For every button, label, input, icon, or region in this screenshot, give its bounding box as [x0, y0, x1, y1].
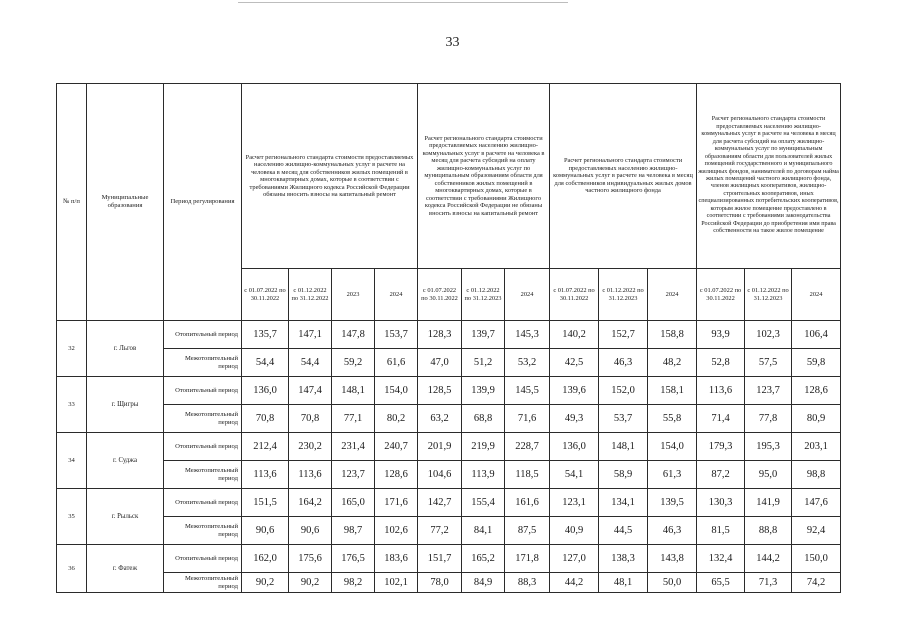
value-cell: 123,7 — [332, 461, 375, 489]
value-cell: 175,6 — [289, 545, 332, 573]
value-cell: 152,7 — [599, 321, 648, 349]
value-cell: 171,8 — [505, 545, 550, 573]
value-cell: 161,6 — [505, 489, 550, 517]
value-cell: 77,2 — [418, 517, 462, 545]
value-cell: 113,6 — [697, 377, 745, 405]
subcol-header: с 01.12.2022 по 31.12.2023 — [599, 269, 648, 321]
value-cell: 47,0 — [418, 349, 462, 377]
value-cell: 183,6 — [375, 545, 418, 573]
value-cell: 171,6 — [375, 489, 418, 517]
value-cell: 127,0 — [550, 545, 599, 573]
value-cell: 141,9 — [745, 489, 792, 517]
subcol-header: с 01.12.2022 по 31.12.2022 — [289, 269, 332, 321]
subcol-header: с 01.07.2022 по 30.11.2022 — [418, 269, 462, 321]
table-row — [57, 545, 841, 573]
value-cell: 59,2 — [332, 349, 375, 377]
row-index: 36 — [57, 545, 87, 593]
value-cell: 118,5 — [505, 461, 550, 489]
municipality-name: г. Суджа — [87, 433, 164, 489]
value-cell: 153,7 — [375, 321, 418, 349]
value-cell: 58,9 — [599, 461, 648, 489]
value-cell: 98,7 — [332, 517, 375, 545]
value-cell: 84,9 — [462, 573, 505, 593]
value-cell: 130,3 — [697, 489, 745, 517]
value-cell: 201,9 — [418, 433, 462, 461]
table-row — [57, 433, 841, 461]
municipality-name: г. Льгов — [87, 321, 164, 377]
value-cell: 92,4 — [792, 517, 841, 545]
subcol-header: с 01.12.2022 по 31.12.2023 — [462, 269, 505, 321]
value-cell: 145,5 — [505, 377, 550, 405]
table-row — [57, 489, 841, 517]
value-cell: 68,8 — [462, 405, 505, 433]
value-cell: 87,5 — [505, 517, 550, 545]
table-row — [57, 377, 841, 405]
subcol-header: с 01.07.2022 по 30.11.2022 — [697, 269, 745, 321]
value-cell: 230,2 — [289, 433, 332, 461]
period-label-heating: Отопительный период — [164, 489, 242, 517]
value-cell: 132,4 — [697, 545, 745, 573]
value-cell: 158,1 — [648, 377, 697, 405]
value-cell: 49,3 — [550, 405, 599, 433]
value-cell: 52,8 — [697, 349, 745, 377]
subcol-header: 2024 — [375, 269, 418, 321]
value-cell: 81,5 — [697, 517, 745, 545]
value-cell: 61,3 — [648, 461, 697, 489]
value-cell: 165,2 — [462, 545, 505, 573]
value-cell: 88,8 — [745, 517, 792, 545]
group-header-state-municipal-fund: Расчет регионального стандарта стоимости предоставляемых населению жилищно-коммунальных услуг в расчете на человека в месяц для расчета субсидий на оплату жилищно-коммунальных услуг по муниципальным образованиям области для пользователей жилых помещений государственного и муниципального жилищных фондов, нанимателей по договорам найма жилых помещений частного жилищного фонда, членов жилищных кооперативов, жилищно-строительных кооперативов, иных специализированных потребительских кооперативов, которым жилое помещение предоставлено в соответствии с требованиями законодательства Российской Федерации до приобретения ими права собственности на такое жилое помещение — [697, 84, 841, 269]
value-cell: 80,2 — [375, 405, 418, 433]
municipality-name: г. Щигры — [87, 377, 164, 433]
value-cell: 102,6 — [375, 517, 418, 545]
subcol-header: с 01.07.2022 по 30.11.2022 — [550, 269, 599, 321]
value-cell: 144,2 — [745, 545, 792, 573]
value-cell: 42,5 — [550, 349, 599, 377]
value-cell: 162,0 — [242, 545, 289, 573]
value-cell: 152,0 — [599, 377, 648, 405]
value-cell: 128,6 — [375, 461, 418, 489]
value-cell: 65,5 — [697, 573, 745, 593]
value-cell: 128,5 — [418, 377, 462, 405]
value-cell: 228,7 — [505, 433, 550, 461]
value-cell: 53,7 — [599, 405, 648, 433]
value-cell: 140,2 — [550, 321, 599, 349]
row-index: 32 — [57, 321, 87, 377]
value-cell: 71,4 — [697, 405, 745, 433]
value-cell: 145,3 — [505, 321, 550, 349]
period-label-nonheating: Межотопительный период — [164, 461, 242, 489]
value-cell: 128,3 — [418, 321, 462, 349]
value-cell: 54,4 — [242, 349, 289, 377]
table-row — [57, 461, 841, 489]
value-cell: 44,2 — [550, 573, 599, 593]
value-cell: 113,6 — [242, 461, 289, 489]
value-cell: 139,9 — [462, 377, 505, 405]
subcol-header: 2024 — [648, 269, 697, 321]
value-cell: 142,7 — [418, 489, 462, 517]
page-number: 33 — [445, 35, 460, 50]
subcol-header: 2023 — [332, 269, 375, 321]
value-cell: 138,3 — [599, 545, 648, 573]
value-cell: 154,0 — [375, 377, 418, 405]
table-row — [57, 349, 841, 377]
value-cell: 123,7 — [745, 377, 792, 405]
value-cell: 179,3 — [697, 433, 745, 461]
value-cell: 70,8 — [289, 405, 332, 433]
value-cell: 231,4 — [332, 433, 375, 461]
subcol-header: 2024 — [792, 269, 841, 321]
value-cell: 165,0 — [332, 489, 375, 517]
value-cell: 104,6 — [418, 461, 462, 489]
value-cell: 95,0 — [745, 461, 792, 489]
period-label-heating: Отопительный период — [164, 433, 242, 461]
subcol-header: с 01.12.2022 по 31.12.2023 — [745, 269, 792, 321]
value-cell: 78,0 — [418, 573, 462, 593]
period-label-nonheating: Межотопительный период — [164, 349, 242, 377]
value-cell: 57,5 — [745, 349, 792, 377]
table-row — [57, 405, 841, 433]
period-label-heating: Отопительный период — [164, 321, 242, 349]
value-cell: 74,2 — [792, 573, 841, 593]
period-label-nonheating: Межотопительный период — [164, 405, 242, 433]
col-period-header: Период регулирования — [164, 84, 242, 321]
value-cell: 195,3 — [745, 433, 792, 461]
value-cell: 54,4 — [289, 349, 332, 377]
value-cell: 148,1 — [599, 433, 648, 461]
value-cell: 90,2 — [289, 573, 332, 593]
value-cell: 98,2 — [332, 573, 375, 593]
value-cell: 48,1 — [599, 573, 648, 593]
value-cell: 55,8 — [648, 405, 697, 433]
value-cell: 77,1 — [332, 405, 375, 433]
value-cell: 87,2 — [697, 461, 745, 489]
value-cell: 90,6 — [242, 517, 289, 545]
value-cell: 147,4 — [289, 377, 332, 405]
value-cell: 54,1 — [550, 461, 599, 489]
period-label-heating: Отопительный период — [164, 377, 242, 405]
value-cell: 147,6 — [792, 489, 841, 517]
group-header-no-capital-repair: Расчет регионального стандарта стоимости предоставляемых населению жилищно-коммунальных услуг в расчете на человека в месяц для расчета субсидий на оплату жилищно-коммунальных услуг по муниципальным образованиям области для собственников жилых помещений в многоквартирных домах, которые в соответствии с требованиями Жилищного кодекса Российской Федерации не обязаны вносить взносы на капитальный ремонт — [418, 84, 550, 269]
value-cell: 90,6 — [289, 517, 332, 545]
value-cell: 123,1 — [550, 489, 599, 517]
value-cell: 139,7 — [462, 321, 505, 349]
value-cell: 71,6 — [505, 405, 550, 433]
municipality-name: г. Фатеж — [87, 545, 164, 593]
value-cell: 164,2 — [289, 489, 332, 517]
value-cell: 80,9 — [792, 405, 841, 433]
value-cell: 143,8 — [648, 545, 697, 573]
value-cell: 50,0 — [648, 573, 697, 593]
value-cell: 136,0 — [242, 377, 289, 405]
value-cell: 102,3 — [745, 321, 792, 349]
value-cell: 71,3 — [745, 573, 792, 593]
municipality-name: г. Рыльск — [87, 489, 164, 545]
value-cell: 113,6 — [289, 461, 332, 489]
value-cell: 134,1 — [599, 489, 648, 517]
value-cell: 46,3 — [648, 517, 697, 545]
value-cell: 90,2 — [242, 573, 289, 593]
row-index: 33 — [57, 377, 87, 433]
value-cell: 53,2 — [505, 349, 550, 377]
value-cell: 147,8 — [332, 321, 375, 349]
row-index: 34 — [57, 433, 87, 489]
value-cell: 44,5 — [599, 517, 648, 545]
col-index-header: № п/п — [57, 84, 87, 321]
value-cell: 59,8 — [792, 349, 841, 377]
value-cell: 158,8 — [648, 321, 697, 349]
value-cell: 128,6 — [792, 377, 841, 405]
value-cell: 150,0 — [792, 545, 841, 573]
period-label-nonheating: Межотопительный период — [164, 573, 242, 593]
value-cell: 84,1 — [462, 517, 505, 545]
table-row — [57, 517, 841, 545]
period-label-nonheating: Межотопительный период — [164, 517, 242, 545]
value-cell: 240,7 — [375, 433, 418, 461]
row-index: 35 — [57, 489, 87, 545]
value-cell: 154,0 — [648, 433, 697, 461]
table-row — [57, 321, 841, 349]
value-cell: 155,4 — [462, 489, 505, 517]
value-cell: 46,3 — [599, 349, 648, 377]
group-header-individual-houses: Расчет регионального стандарта стоимости предоставляемых населению жилищно-коммунальных услуг в расчете на человека в месяц для собственников индивидуальных жилых домов частного жилищного фонда — [550, 84, 697, 269]
value-cell: 48,2 — [648, 349, 697, 377]
value-cell: 147,1 — [289, 321, 332, 349]
value-cell: 176,5 — [332, 545, 375, 573]
value-cell: 148,1 — [332, 377, 375, 405]
value-cell: 106,4 — [792, 321, 841, 349]
value-cell: 219,9 — [462, 433, 505, 461]
value-cell: 139,5 — [648, 489, 697, 517]
value-cell: 151,5 — [242, 489, 289, 517]
table-row — [57, 573, 841, 593]
value-cell: 136,0 — [550, 433, 599, 461]
regional-standard-table — [56, 83, 841, 593]
value-cell: 63,2 — [418, 405, 462, 433]
value-cell: 93,9 — [697, 321, 745, 349]
value-cell: 70,8 — [242, 405, 289, 433]
col-municipality-header: Муниципальные образования — [87, 84, 164, 321]
table-body — [57, 321, 841, 593]
value-cell: 98,8 — [792, 461, 841, 489]
value-cell: 88,3 — [505, 573, 550, 593]
value-cell: 151,7 — [418, 545, 462, 573]
value-cell: 212,4 — [242, 433, 289, 461]
value-cell: 61,6 — [375, 349, 418, 377]
header-row-groups — [57, 84, 841, 269]
value-cell: 51,2 — [462, 349, 505, 377]
value-cell: 113,9 — [462, 461, 505, 489]
value-cell: 203,1 — [792, 433, 841, 461]
value-cell: 102,1 — [375, 573, 418, 593]
value-cell: 139,6 — [550, 377, 599, 405]
subcol-header: с 01.07.2022 по 30.11.2022 — [242, 269, 289, 321]
value-cell: 40,9 — [550, 517, 599, 545]
group-header-capital-repair: Расчет регионального стандарта стоимости предоставляемых населению жилищно-коммунальных услуг в расчете на человека в месяц для собственников жилых помещений в многоквартирных домах, которые в соответствии с требованиями Жилищного кодекса Российской Федерации обязаны вносить взносы на капитальный ремонт — [242, 84, 418, 269]
period-label-heating: Отопительный период — [164, 545, 242, 573]
scan-top-rule — [238, 2, 568, 3]
value-cell: 135,7 — [242, 321, 289, 349]
value-cell: 77,8 — [745, 405, 792, 433]
subcol-header: 2024 — [505, 269, 550, 321]
